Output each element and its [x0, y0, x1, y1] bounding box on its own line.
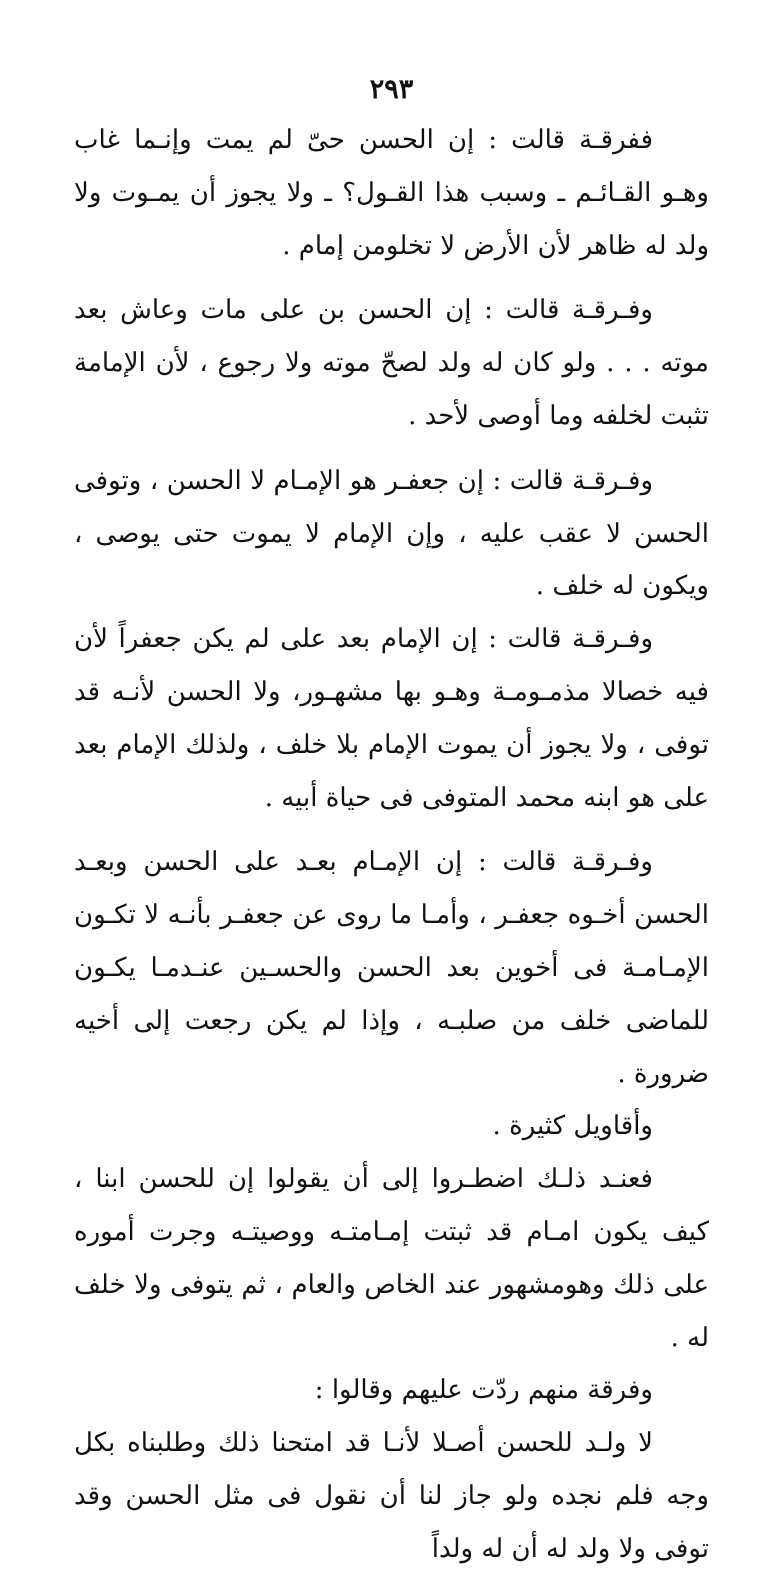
paragraph: ففرقـة قالت : إن الحسن حىّ لم يمت وإنـما غاب وهـو القـائـم ـ وسبب هذا القـول؟ ـ ولا يجوز أن يمـوت ولا ولد له ظاهر لأن الأرض لا تخلومن إمام .: [74, 125, 709, 261]
paragraph: وفـرقـة قالت : إن الإمـام بعـد على الحسن وبعـد الحسن أخـوه جعفـر ، وأمـا ما روى عن جعفـر بأنـه لا تكـون الإمـامـة فى أخوين بعد الحسن والحسـين عنـدمـا يكـون للماضى خلف من صلبـه ، وإذا لم يكن رجعت إلى أخيه ضرورة .: [74, 847, 709, 1089]
paragraph: وأقاويل كثيرة .: [492, 1111, 653, 1142]
paragraph: فعنـد ذلـك اضطـروا إلى أن يقولوا إن للحسن ابنا ، كيف يكون امـام قد ثبتت إمـامتـه ووصيتـه وجرت أموره على ذلك وهومشهور عند الخاص والعام ، ثم يتوفى ولا خلف له .: [74, 1164, 709, 1353]
paragraph: وفرقة منهم ردّت عليهم وقالوا :: [314, 1375, 653, 1406]
paragraph: لا ولـد للحسن أصـلا لأنـا قد امتحنا ذلك وطلبناه بكل وجه فلم نجده ولو جاز لنا أن نقول فى مثل الحسن وقد توفى ولا ولد له أن له ولداً: [74, 1428, 709, 1564]
body-text: [74, 114, 709, 1576]
paragraph: وفـرقـة قالت : إن جعفـر هو الإمـام لا الحسن ، وتوفى الحسن لا عقب عليه ، وإن الإمام لا يموت حتى يوصى ، ويكون له خلف .: [74, 465, 709, 602]
paragraph: وفـرقـة قالت : إن الإمام بعد على لم يكن جعفراً لأن فيه خصالا مذمـومـة وهـو بها مشهـور، ولا الحسن لأنـه قد توفى ، ولا يجوز أن يموت الإمام بلا خلف ، ولذلك الإمام بعد على هو ابنه محمد المتوفى فى حياة أبيه .: [74, 624, 709, 813]
page-number: ٢٩٣: [369, 74, 414, 105]
paragraph: وفـرقـة قالت : إن الحسن بن على مات وعاش بعد موته . . . ولو كان له ولد لصحّ موته ولا رجوع ، لأن الإمامة تثبت لخلفه وما أوصى لأحد .: [74, 295, 709, 431]
